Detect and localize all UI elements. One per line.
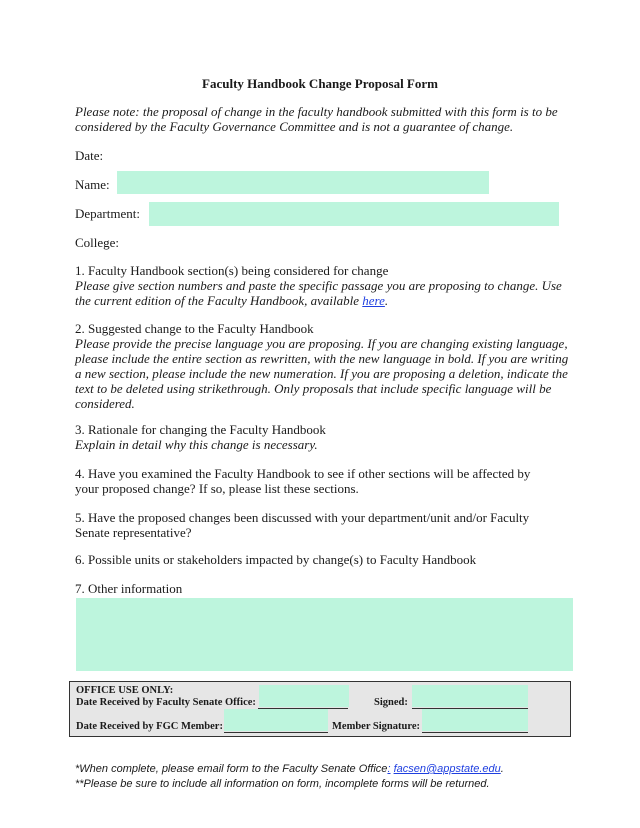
college-label: College: [75,235,120,250]
received-fgc-line [224,732,328,733]
section-4-text: 4. Have you examined the Faculty Handbook to see if other sections will be affected by your proposed change? If so, please list these sections. [75,466,531,496]
section-1-instructions: Please give section numbers and paste the specific passage you are proposing to change. Use the current edition of the Faculty Handbook, available [75,278,562,308]
office-use-heading: OFFICE USE ONLY: [76,685,174,696]
section-1 [75,263,575,308]
section-3 [75,422,575,452]
received-senate-field[interactable] [259,685,349,707]
section-3-instructions: Explain in detail why this change is necessary. [75,437,318,452]
footer-colon: : [387,763,391,775]
footer-line-1 [75,762,504,777]
section-1-heading: 1. Faculty Handbook section(s) being considered for change [75,263,389,278]
received-fgc-label: Date Received by FGC Member: [76,721,223,732]
section-2 [75,321,575,411]
section-7-text: 7. Other information [75,581,183,596]
section-2-instructions: Please provide the precise language you are proposing. If you are changing existing language, please include the entire section as rewritten, with the new language in bold. If you are writing a new section, please include the new numeration. If you are proposing a deletion, indicate the text to be deleted using strikethrough. Only proposals that include specific language will be considered. [75,336,569,411]
signed-label: Signed: [374,697,408,708]
section-3-heading: 3. Rationale for changing the Faculty Handbook [75,422,326,437]
signed-field[interactable] [412,685,528,707]
footer-instruction: *When complete, please email form to the Faculty Senate Office [75,763,388,775]
form-title: Faculty Handbook Change Proposal Form [202,76,438,91]
date-label: Date: [75,148,104,163]
department-field[interactable] [149,202,559,226]
member-signature-line [422,732,528,733]
section-6-text: 6. Possible units or stakeholders impacted by change(s) to Faculty Handbook [75,552,477,567]
email-link[interactable]: facsen@appstate.edu [393,763,501,775]
section-5-text: 5. Have the proposed changes been discussed with your department/unit and/or Faculty Senate representative? [75,510,530,540]
section-2-heading: 2. Suggested change to the Faculty Handbook [75,321,314,336]
member-signature-label: Member Signature: [332,721,420,732]
other-information-field[interactable] [76,598,573,671]
handbook-link[interactable]: here [362,293,385,308]
footer-line-2: **Please be sure to include all information on form, incomplete forms will be returned. [75,778,490,790]
name-field[interactable] [117,171,489,194]
name-label: Name: [75,177,110,192]
received-fgc-field[interactable] [224,709,328,731]
member-signature-field[interactable] [422,709,528,731]
office-use-box [69,681,571,737]
section-1-end: . [384,293,389,308]
footer-period: . [500,763,504,775]
disclaimer-note: Please note: the proposal of change in the faculty handbook submitted with this form is to be considered by the Faculty Governance Committee and is not a guarantee of change. [75,104,558,134]
received-senate-label: Date Received by Faculty Senate Office: [76,697,256,708]
department-label: Department: [75,206,140,221]
